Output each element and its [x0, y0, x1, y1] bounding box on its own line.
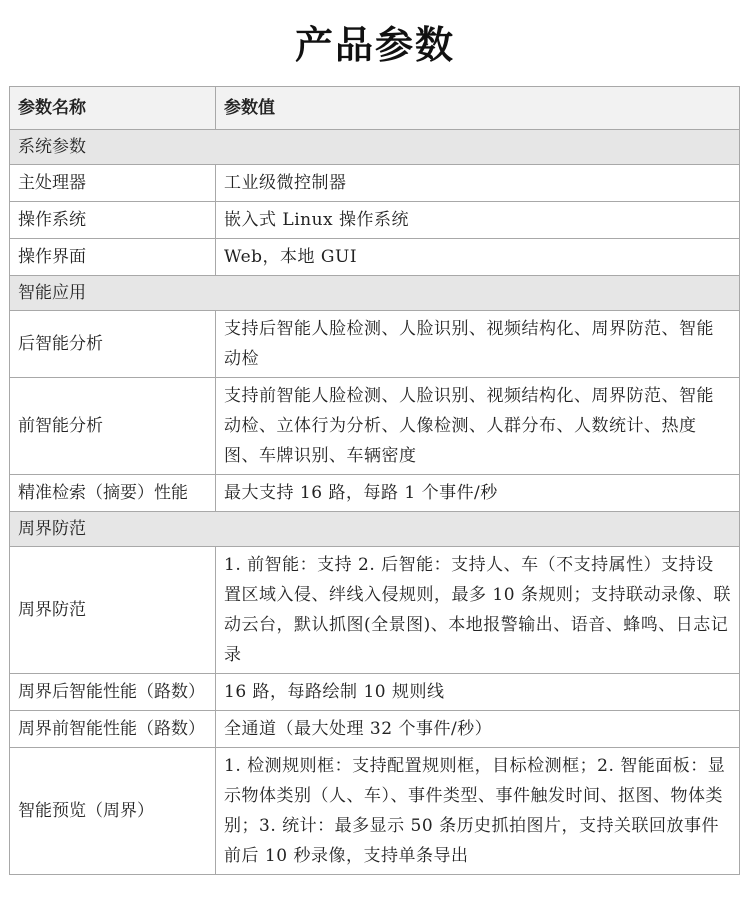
param-value-cell: 支持前智能人脸检测、人脸识别、视频结构化、周界防范、智能动检、立体行为分析、人像检测、人群分布、人数统计、热度图、车牌识别、车辆密度 — [216, 378, 740, 475]
param-name-cell: 精准检索（摘要）性能 — [10, 475, 216, 512]
page-title: 产品参数 — [294, 23, 455, 67]
table-row — [10, 239, 740, 276]
table-row — [10, 748, 740, 875]
param-value-cell: Web，本地 GUI — [216, 239, 740, 276]
table-row — [10, 547, 740, 674]
param-name-cell: 主处理器 — [10, 165, 216, 202]
section-row — [10, 512, 740, 547]
param-value-cell: 16 路，每路绘制 10 规则线 — [216, 674, 740, 711]
param-name-cell: 周界前智能性能（路数） — [10, 711, 216, 748]
param-name-cell: 周界防范 — [10, 547, 216, 674]
table-row — [10, 165, 740, 202]
param-value-cell: 嵌入式 Linux 操作系统 — [216, 202, 740, 239]
param-name-cell: 后智能分析 — [10, 311, 216, 378]
param-value-cell: 1. 检测规则框：支持配置规则框，目标检测框；2. 智能面板：显示物体类别（人、车）、事件类型、事件触发时间、抠图、物体类别；3. 统计：最多显示 50 条历史抓拍图片，支持关联回放事件前后 10 秒录像，支持单条导出 — [216, 748, 740, 875]
section-row — [10, 130, 740, 165]
table-row — [10, 311, 740, 378]
header-param-name: 参数名称 — [10, 87, 216, 130]
param-value-cell: 支持后智能人脸检测、人脸识别、视频结构化、周界防范、智能动检 — [216, 311, 740, 378]
section-label: 系统参数 — [10, 130, 740, 165]
section-label: 智能应用 — [10, 276, 740, 311]
spec-table — [9, 86, 740, 875]
table-row — [10, 202, 740, 239]
table-row — [10, 475, 740, 512]
param-name-cell: 操作界面 — [10, 239, 216, 276]
table-row — [10, 711, 740, 748]
section-row — [10, 276, 740, 311]
table-row — [10, 378, 740, 475]
param-value-cell: 工业级微控制器 — [216, 165, 740, 202]
param-value-cell: 最大支持 16 路，每路 1 个事件/秒 — [216, 475, 740, 512]
param-name-cell: 操作系统 — [10, 202, 216, 239]
param-name-cell: 周界后智能性能（路数） — [10, 674, 216, 711]
table-row — [10, 674, 740, 711]
param-value-cell: 1. 前智能：支持 2. 后智能：支持人、车（不支持属性）支持设置区域入侵、绊线入侵规则，最多 10 条规则；支持联动录像、联动云台，默认抓图(全景图)、本地报警输出、语音、蜂鸣、日志记录 — [216, 547, 740, 674]
table-header-row — [10, 87, 740, 130]
param-name-cell: 智能预览（周界） — [10, 748, 216, 875]
param-name-cell: 前智能分析 — [10, 378, 216, 475]
section-label: 周界防范 — [10, 512, 740, 547]
header-param-value: 参数值 — [216, 87, 740, 130]
param-value-cell: 全通道（最大处理 32 个事件/秒） — [216, 711, 740, 748]
